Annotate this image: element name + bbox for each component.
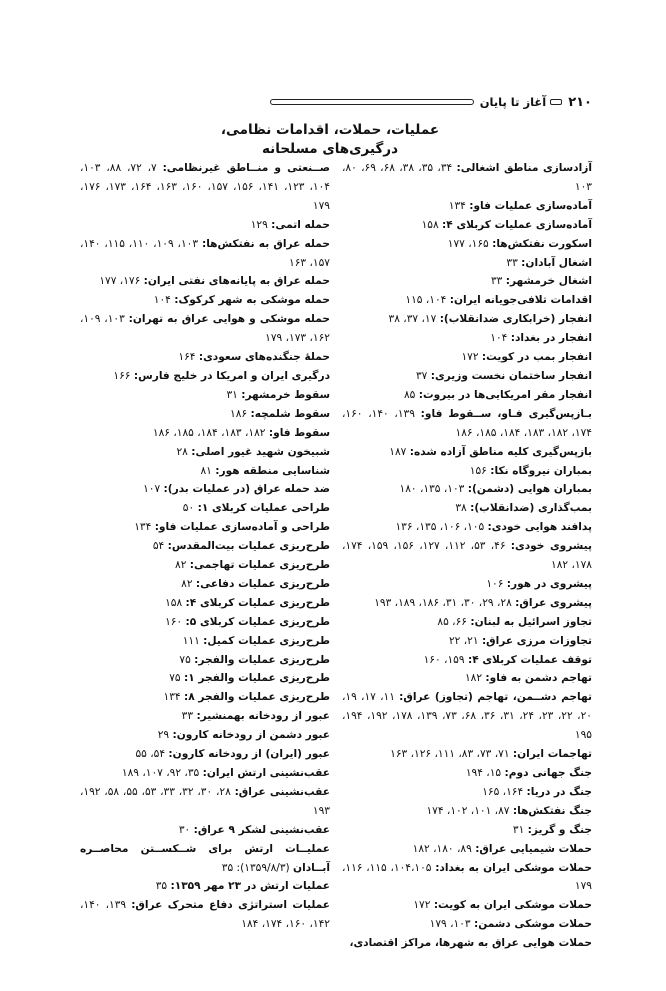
- index-term: حملهٔ جنگنده‌های سعودی:: [198, 351, 330, 364]
- index-pages: ۸۵: [403, 388, 416, 401]
- index-pages: ۱۵۸: [165, 596, 183, 609]
- index-pages: ۲۸، ۲۹، ۳۰، ۳۱، ۱۸۶، ۱۸۹، ۱۹۳: [374, 596, 512, 609]
- index-pages: ۳۴، ۳۵، ۳۸، ۶۸، ۶۹، ۸۰، ۱۰۳: [342, 162, 592, 193]
- index-term: انفجار در بغداد:: [510, 332, 592, 345]
- index-term: حمله اتمی:: [271, 218, 330, 231]
- index-entry: [342, 669, 592, 688]
- index-entry: [80, 821, 330, 840]
- index-pages: ۱۰۴: [490, 332, 508, 345]
- index-pages: ۳۷: [415, 369, 428, 382]
- index-term: جنگ و گریز:: [527, 823, 592, 836]
- index-pages: ۱۶۴، ۱۶۵: [482, 785, 524, 798]
- index-entry: [342, 254, 592, 273]
- index-pages: ۱۷۲: [461, 351, 479, 364]
- index-term: تهاجم دشمن به فاو:: [485, 672, 592, 685]
- index-entry: [342, 235, 592, 254]
- index-entry: [80, 235, 330, 273]
- index-entry: [342, 632, 592, 651]
- index-entry: [80, 840, 330, 878]
- index-entry: [342, 821, 592, 840]
- index-term: تهاجمات ایران:: [512, 748, 592, 761]
- index-pages: ۳۵: [155, 880, 168, 893]
- index-pages: ۳۱: [512, 823, 525, 836]
- index-term: آزادسازی مناطق اشغالی:: [456, 162, 592, 174]
- index-entry: [342, 386, 592, 405]
- index-entry: [80, 632, 330, 651]
- index-term: آماده‌سازی عملیات فاو:: [469, 199, 592, 212]
- index-term: حمله عراق به نفتکش‌ها:: [201, 237, 330, 250]
- index-term: طرح‌ریزی عملیات تهاجمی:: [189, 559, 330, 572]
- index-term: طراحی عملیات کربلای ۱:: [197, 502, 330, 515]
- index-pages: ۱۰۴،۱۰۵، ۱۱۵، ۱۱۶، ۱۷۹: [342, 861, 592, 893]
- index-term: درگیری ایران و امریکا در خلیج فارس:: [133, 369, 330, 382]
- page-number: ۲۱۰: [568, 94, 592, 110]
- index-term: عملیات استراتژی دفاع متحرک عراق:: [131, 899, 330, 912]
- index-pages: ۳۳: [181, 710, 194, 723]
- index-entry: [342, 480, 592, 499]
- index-term: تجاوز اسرائیل به لبنان:: [470, 615, 592, 628]
- index-pages: ۸۹، ۱۸۰، ۱۸۲: [412, 842, 472, 855]
- index-entry: [80, 556, 330, 575]
- index-pages: (۱۳۵۹/۸/۳): ۳۵: [221, 861, 290, 874]
- index-entry: [342, 462, 592, 481]
- index-pages: ۱۰۳، ۱۳۵، ۱۸۰: [399, 483, 465, 496]
- index-entry: [80, 462, 330, 481]
- index-pages: ۸۱: [200, 464, 212, 477]
- index-term: عبور از رودخانه بهمنشیر:: [196, 710, 330, 723]
- index-term: عبور (ایران) از رودخانه کارون:: [168, 748, 330, 761]
- index-entry: [80, 877, 330, 896]
- index-pages: ۱۵۹، ۱۶۰: [423, 653, 465, 666]
- index-term: طراحی و آماده‌سازی عملیات فاو:: [154, 521, 330, 534]
- index-pages: ۱۵۶: [469, 464, 487, 477]
- index-term: عملیــات ارتش برای شــکســتن محاصــره آبــادان: [80, 842, 330, 874]
- index-pages: ۵۰: [182, 502, 195, 515]
- section-title-line1: عملیات، حملات، اقدامات نظامی،: [220, 122, 440, 138]
- index-pages: ۱۱۱: [182, 634, 200, 647]
- index-entry: [80, 443, 330, 462]
- index-entry: [342, 291, 592, 310]
- index-pages: ۳۰: [178, 823, 191, 836]
- index-term: بازپس‌گیری کلیه مناطق آزاده شده:: [409, 445, 592, 458]
- index-term: حملات هوایی عراق به شهرها، مراکز اقتصادی،: [349, 937, 592, 950]
- index-term: حمله عراق به پایانه‌های نفتی ایران:: [143, 275, 330, 288]
- index-term: انفجار ساختمان نخست وزیری:: [430, 369, 592, 382]
- index-pages: ۱۰۶: [486, 577, 504, 590]
- index-entry: [80, 537, 330, 556]
- index-entry: [80, 367, 330, 386]
- index-entry: [80, 575, 330, 594]
- index-pages: ۱۳۹، ۱۴۰، ۱۶۰، ۱۷۴، ۱۸۲، ۱۸۳، ۱۸۴، ۱۸۵، ۱۸۶: [342, 407, 592, 439]
- index-term: طرح‌ریزی عملیات کمیل:: [203, 634, 330, 647]
- index-pages: ۱۶۶: [113, 369, 131, 382]
- index-term: عقب‌نشینی ارتش ایران:: [202, 767, 330, 779]
- index-entry: [80, 291, 330, 310]
- index-term: طرح‌ریزی عملیات دفاعی:: [195, 577, 330, 590]
- index-entry: [80, 688, 330, 707]
- index-entry: [80, 424, 330, 443]
- index-entry: [80, 613, 330, 632]
- index-term: طرح‌ریزی عملیات والفجر ۱:: [183, 672, 330, 685]
- index-entry: [342, 745, 592, 764]
- index-entry: [80, 386, 330, 405]
- index-term: آماده‌سازی عملیات کربلای ۴:: [442, 218, 592, 231]
- index-pages: ۱۷، ۳۷، ۳۸: [388, 313, 437, 326]
- index-pages: ۲۹: [157, 729, 170, 742]
- index-term: اسکورت نفتکش‌ها:: [492, 237, 592, 250]
- index-entry: [80, 726, 330, 745]
- index-pages: ۱۷۶، ۱۷۷: [99, 275, 141, 288]
- index-pages: ۱۵، ۱۹۴: [465, 767, 502, 779]
- index-entry: [80, 518, 330, 537]
- index-term: حمله موشکی و هوایی عراق به تهران:: [128, 313, 330, 326]
- index-term: جنگ نفتکش‌ها:: [512, 804, 592, 817]
- index-pages: ۲۸: [176, 445, 188, 458]
- index-entry: [80, 310, 330, 348]
- index-entry: [342, 159, 592, 197]
- index-entry: [342, 575, 592, 594]
- index-pages: ۱۶۴: [178, 351, 196, 364]
- index-term: جنگ در دریا:: [526, 785, 592, 798]
- index-pages: ۷۱، ۷۳، ۸۳، ۱۱۱، ۱۲۶، ۱۶۳: [390, 748, 510, 761]
- index-pages: ۱۱، ۱۷، ۱۹، ۲۰، ۲۲، ۲۳، ۲۴، ۳۱، ۳۶، ۶۸، ۷۳، ۱۳۹، ۱۷۸، ۱۹۲، ۱۹۴، ۱۹۵: [342, 691, 592, 742]
- index-pages: ۳۱: [226, 388, 238, 401]
- index-term: عملیات ارتش در ۲۳ مهر ۱۳۵۹:: [170, 880, 330, 893]
- index-pages: ۱۸۷: [389, 445, 407, 458]
- index-pages: ۲۱، ۲۲: [448, 634, 479, 647]
- index-column-left: [80, 159, 330, 953]
- index-column-right: [342, 159, 592, 953]
- index-term: شناسایی منطقه هور:: [215, 464, 330, 477]
- index-pages: ۱۳۴: [163, 691, 181, 704]
- index-entry: [342, 499, 592, 518]
- index-term: عقب‌نشینی عراق:: [234, 785, 331, 798]
- index-term: حمله موشکی به شهر کرکوک:: [174, 294, 330, 307]
- index-entry: [80, 348, 330, 367]
- index-pages: ۱۶۰: [165, 615, 183, 628]
- index-term: پیشروی در هور:: [506, 577, 592, 590]
- index-pages: ۳۳: [506, 256, 518, 269]
- index-entry: [80, 669, 330, 688]
- index-term: طرح‌ریزی عملیات بیت‌المقدس:: [167, 540, 330, 553]
- index-entry: [342, 405, 592, 443]
- index-term: اقدامات تلافی‌جویانه ایران:: [449, 294, 592, 307]
- index-term: پدافند هوایی خودی:: [487, 521, 592, 534]
- index-pages: ۱۰۴: [153, 294, 171, 307]
- index-pages: ۷، ۷۲، ۸۸، ۱۰۳، ۱۰۴، ۱۲۳، ۱۴۱، ۱۵۶، ۱۵۷، ۱۶۰، ۱۶۳، ۱۶۴، ۱۷۳، ۱۷۶، ۱۷۹: [80, 162, 330, 212]
- index-term: بمباران هوایی (دشمن):: [467, 483, 592, 496]
- index-entry: [80, 405, 330, 424]
- index-term: عقب‌نشینی لشکر ۹ عراق:: [193, 823, 330, 836]
- index-entry: [342, 859, 592, 897]
- index-entry: [342, 802, 592, 821]
- index-entry: [342, 329, 592, 348]
- section-title-line2: درگیری‌های مسلحانه: [262, 141, 398, 157]
- index-term: پیشروی عراق:: [515, 596, 592, 609]
- index-term: پیشروی خودی:: [510, 540, 592, 553]
- index-entry: [342, 310, 592, 329]
- index-columns: [80, 159, 592, 953]
- index-term: بـازپس‌گیری فـاو، ســقوط فاو:: [420, 407, 592, 420]
- index-term: ضد حمله عراق (در عملیات بدر):: [163, 483, 330, 496]
- index-pages: ۸۲: [175, 559, 187, 572]
- index-pages: ۱۰۳، ۱۷۹: [429, 918, 471, 931]
- index-term: حملات موشکی ایران به کویت:: [433, 899, 592, 912]
- index-term: سقوط خرمشهر:: [241, 388, 330, 401]
- index-pages: ۶۶، ۸۵: [437, 615, 467, 628]
- index-entry: [80, 896, 330, 934]
- index-entry: [342, 934, 592, 953]
- index-pages: ۱۳۴: [448, 199, 466, 212]
- index-pages: ۱۰۵، ۱۰۶، ۱۳۵، ۱۳۶: [395, 521, 485, 534]
- index-entry: [80, 745, 330, 764]
- index-term: اشغال خرمشهر:: [505, 275, 592, 288]
- index-pages: ۱۶۵، ۱۷۷: [447, 237, 489, 250]
- index-term: عبور دشمن از رودخانه کارون:: [172, 729, 330, 742]
- running-title: آغاز تا پایان: [479, 95, 547, 109]
- index-pages: ۵۴: [152, 540, 165, 553]
- index-term: حملات موشکی ایران به بغداد:: [435, 861, 592, 874]
- index-pages: ۵۴، ۵۵: [135, 748, 166, 761]
- index-entry: [342, 613, 592, 632]
- index-pages: ۳۵، ۹۲، ۱۰۷، ۱۸۹: [121, 767, 200, 779]
- index-term: انفجار بمب در کویت:: [481, 351, 592, 364]
- index-pages: ۱۲۹: [250, 218, 268, 231]
- index-entry: [80, 499, 330, 518]
- index-pages: ۷۵: [179, 653, 191, 666]
- index-term: طرح‌ریزی عملیات والفجر:: [194, 653, 330, 666]
- index-term: جنگ جهانی دوم:: [504, 767, 592, 779]
- index-term: حملات شیمیایی عراق:: [475, 842, 592, 855]
- index-pages: ۴۶، ۵۳، ۱۱۲، ۱۲۷، ۱۵۶، ۱۵۹، ۱۷۴، ۱۷۸، ۱۸۲: [342, 540, 592, 572]
- index-pages: ۸۷، ۱۰۱، ۱۰۲، ۱۷۴: [426, 804, 510, 817]
- index-term: اشغال آبادان:: [521, 256, 592, 269]
- index-entry: [342, 348, 592, 367]
- header-rule: [270, 99, 474, 105]
- index-entry: [80, 651, 330, 670]
- index-entry: [80, 272, 330, 291]
- index-term: سقوط شلمچه:: [250, 407, 330, 420]
- index-term: انفجار مقر امریکایی‌ها در بیروت:: [418, 388, 592, 401]
- index-pages: ۱۸۲، ۱۸۳، ۱۸۴، ۱۸۵، ۱۸۶: [152, 426, 266, 439]
- index-pages: ۱۳۴: [134, 521, 152, 534]
- index-term: تجاوزات مرزی عراق:: [481, 634, 592, 647]
- index-entry: [80, 480, 330, 499]
- index-pages: ۱۰۴، ۱۱۵: [405, 294, 447, 307]
- index-term: حملات موشکی دشمن:: [473, 918, 592, 931]
- index-entry: [342, 216, 592, 235]
- index-term: تهاجم دشــمن، تهاجم (تجاوز) عراق:: [399, 691, 592, 704]
- index-entry: [342, 594, 592, 613]
- index-pages: ۱۷۲: [413, 899, 431, 912]
- index-term: بمباران نیروگاه نکا:: [490, 464, 592, 477]
- index-entry: [342, 272, 592, 291]
- index-entry: [342, 896, 592, 915]
- index-pages: ۳۳: [490, 275, 503, 288]
- index-entry: [80, 159, 330, 216]
- index-entry: [342, 197, 592, 216]
- index-term: شبیخون شهید غیور اصلی:: [191, 445, 330, 458]
- index-pages: ۱۳۹، ۱۴۰، ۱۴۲، ۱۶۰، ۱۷۴، ۱۸۴: [80, 899, 330, 931]
- index-entry: [80, 707, 330, 726]
- index-entry: [342, 518, 592, 537]
- index-pages: ۳۸: [455, 502, 467, 515]
- header-ornament: [550, 99, 562, 105]
- index-pages: ۲۸، ۳۰، ۳۲، ۳۳، ۵۳، ۵۵، ۵۸، ۱۹۲، ۱۹۳: [80, 785, 330, 817]
- index-entry: [80, 783, 330, 821]
- index-pages: ۸۲: [181, 577, 193, 590]
- index-pages: ۱۰۷: [143, 483, 161, 496]
- index-pages: ۱۸۶: [230, 407, 248, 420]
- index-term: صــنعتی و منــاطق غیرنظامی:: [162, 162, 330, 174]
- index-entry: [342, 764, 592, 783]
- index-term: انفجار (خرابکاری ضدانقلاب):: [439, 313, 592, 326]
- index-pages: ۷۵: [169, 672, 181, 685]
- index-entry: [342, 783, 592, 802]
- index-term: توقف عملیات کربلای ۴:: [467, 653, 592, 666]
- index-entry: [342, 915, 592, 934]
- index-entry: [342, 367, 592, 386]
- index-entry: [342, 840, 592, 859]
- index-entry: [342, 537, 592, 575]
- index-term: بمب‌گذاری (ضدانقلاب):: [470, 502, 592, 515]
- index-term: طرح‌ریزی عملیات کربلای ۵:: [185, 615, 330, 628]
- index-term: سقوط فاو:: [268, 426, 330, 439]
- index-pages: ۱۰۳، ۱۰۹، ۱۱۰، ۱۱۵، ۱۴۰، ۱۵۷، ۱۶۳: [80, 237, 330, 269]
- index-entry: [342, 688, 592, 745]
- index-pages: ۱۵۸: [421, 218, 439, 231]
- index-entry: [80, 764, 330, 783]
- index-entry: [342, 651, 592, 670]
- index-entry: [80, 216, 330, 235]
- running-header: [270, 92, 592, 112]
- index-entry: [342, 443, 592, 462]
- index-term: طرح‌ریزی عملیات والفجر ۸:: [183, 691, 330, 704]
- index-term: طرح‌ریزی عملیات کربلای ۴:: [185, 596, 330, 609]
- index-pages: ۱۰۳، ۱۰۹، ۱۶۲، ۱۷۳، ۱۷۹: [80, 313, 330, 345]
- index-entry: [80, 594, 330, 613]
- index-pages: ۱۸۲: [464, 672, 483, 685]
